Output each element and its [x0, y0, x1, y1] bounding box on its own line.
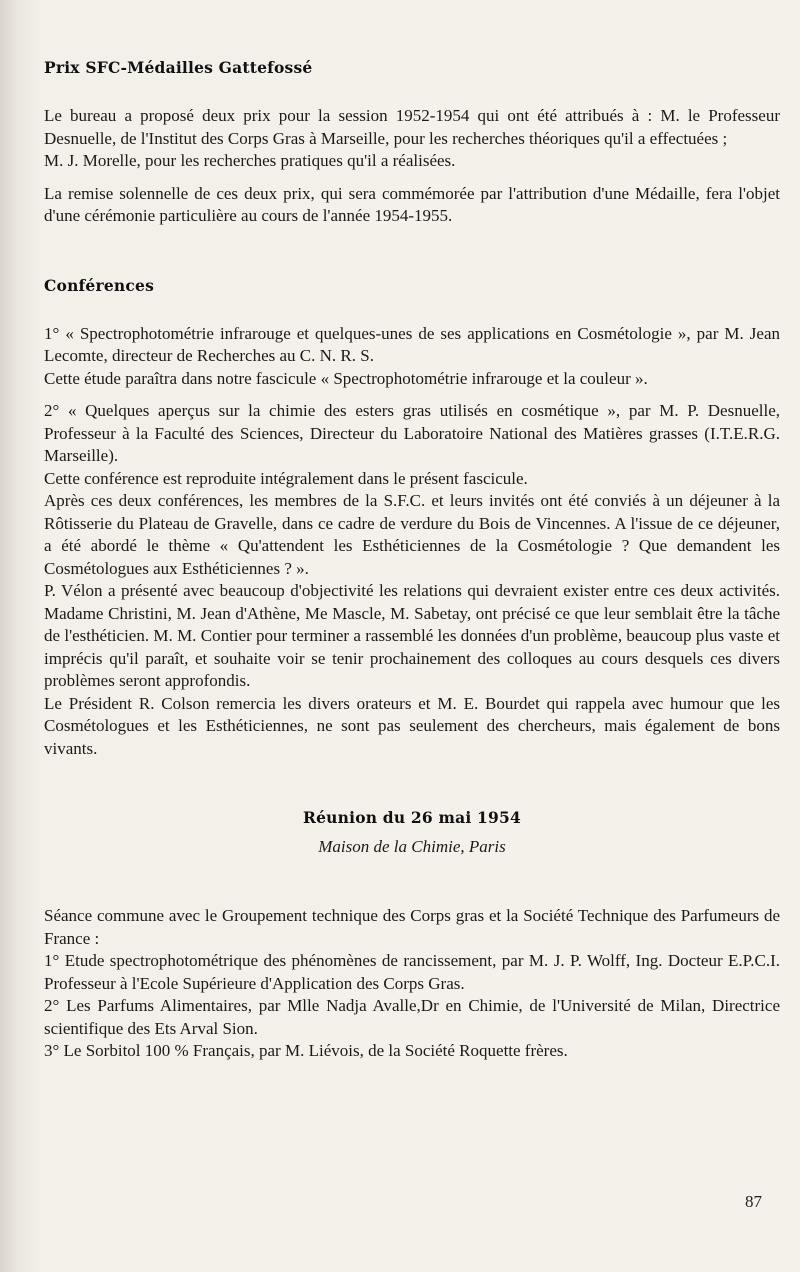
paragraph: 2° Les Parfums Alimentaires, par Mlle Nadja Avalle,Dr en Chimie, de l'Université de Milan, Directrice scientifique des Ets Arval Sion.: [44, 996, 780, 1038]
paragraph: M. J. Morelle, pour les recherches pratiques qu'il a réalisées.: [44, 151, 456, 170]
paragraph: Cette étude paraîtra dans notre fascicule « Spectrophotométrie infrarouge et la couleur ».: [44, 368, 648, 388]
paragraph: La remise solennelle de ces deux prix, qui sera commémorée par l'attribution d'une Médaille, fera l'objet d'une cérémonie particulière au cours de l'année 1954-1955.: [44, 183, 780, 225]
paragraph: Cette conférence est reproduite intégralement dans le présent fascicule.: [44, 468, 528, 488]
paragraph: 3° Le Sorbitol 100 % Français, par M. Liévois, de la Société Roquette frères.: [44, 1041, 568, 1060]
paragraph: 1° « Spectrophotométrie infrarouge et quelques-unes de ses applications en Cosmétologie », par M. Jean Lecomte, directeur de Recherches au C. N. R. S.: [44, 323, 780, 365]
document-body: [44, 58, 780, 1063]
section-heading-conferences: Conférences: [44, 275, 154, 295]
paragraph: 2° « Quelques aperçus sur la chimie des esters gras utilisés en cosmétique », par M. P. Desnuelle, Professeur à la Faculté des Sciences, Directeur du Laboratoire National des Matières grasses (I.T.E.R.G. Marseille).: [44, 401, 780, 465]
paragraph: P. Vélon a présenté avec beaucoup d'objectivité les relations qui devraient exister entre ces deux activités. Madame Christini, M. Jean d'Athène, Me Mascle, M. Sabetay, ont précisé ce que leur semblait être la tâche de l'esthéticien. M. M. Contier pour terminer a rassemblé les données d'un problème, beaucoup plus vaste et imprécis qu'il paraît, et souhaite voir se tenir prochainement des colloques au cours desquels ces divers problèmes seront approfondis.: [44, 581, 780, 690]
section-heading-prix: Prix SFC-Médailles Gattefossé: [44, 58, 313, 77]
page-number: 87: [745, 1192, 762, 1211]
paragraph: Après ces deux conférences, les membres de la S.F.C. et leurs invités ont été conviés à un déjeuner à la Rôtisserie du Plateau de Gravelle, dans ce cadre de verdure du Bois de Vincennes. A l'issue de ce déjeuner, a été abordé le thème « Qu'attendent les Esthéticiennes de la Cosmétologie ? Que demandent les Cosmétologues aux Esthéticiennes ? ».: [44, 491, 780, 578]
paragraph: Le Président R. Colson remercia les divers orateurs et M. E. Bourdet qui rappela avec humour que les Cosmétologues et les Esthéticiennes, ne sont pas seulement des chercheurs, mais également de bons vivants.: [44, 693, 780, 758]
section-subtitle: Maison de la Chimie, Paris: [318, 837, 506, 856]
paragraph: 1° Etude spectrophotométrique des phénomènes de rancissement, par M. J. P. Wolff, Ing. Docteur E.P.C.I. Professeur à l'Ecole Supérieure d'Application des Corps Gras.: [44, 951, 780, 993]
section-heading-reunion: Réunion du 26 mai 1954: [303, 808, 521, 827]
paragraph: Séance commune avec le Groupement technique des Corps gras et la Société Technique des Parfumeurs de France :: [44, 906, 780, 948]
paragraph: Le bureau a proposé deux prix pour la session 1952-1954 qui ont été attribués à : M. le Professeur Desnuelle, de l'Institut des Corps Gras à Marseille, pour les recherches théoriques qu'il a effectuées ;: [44, 106, 780, 148]
